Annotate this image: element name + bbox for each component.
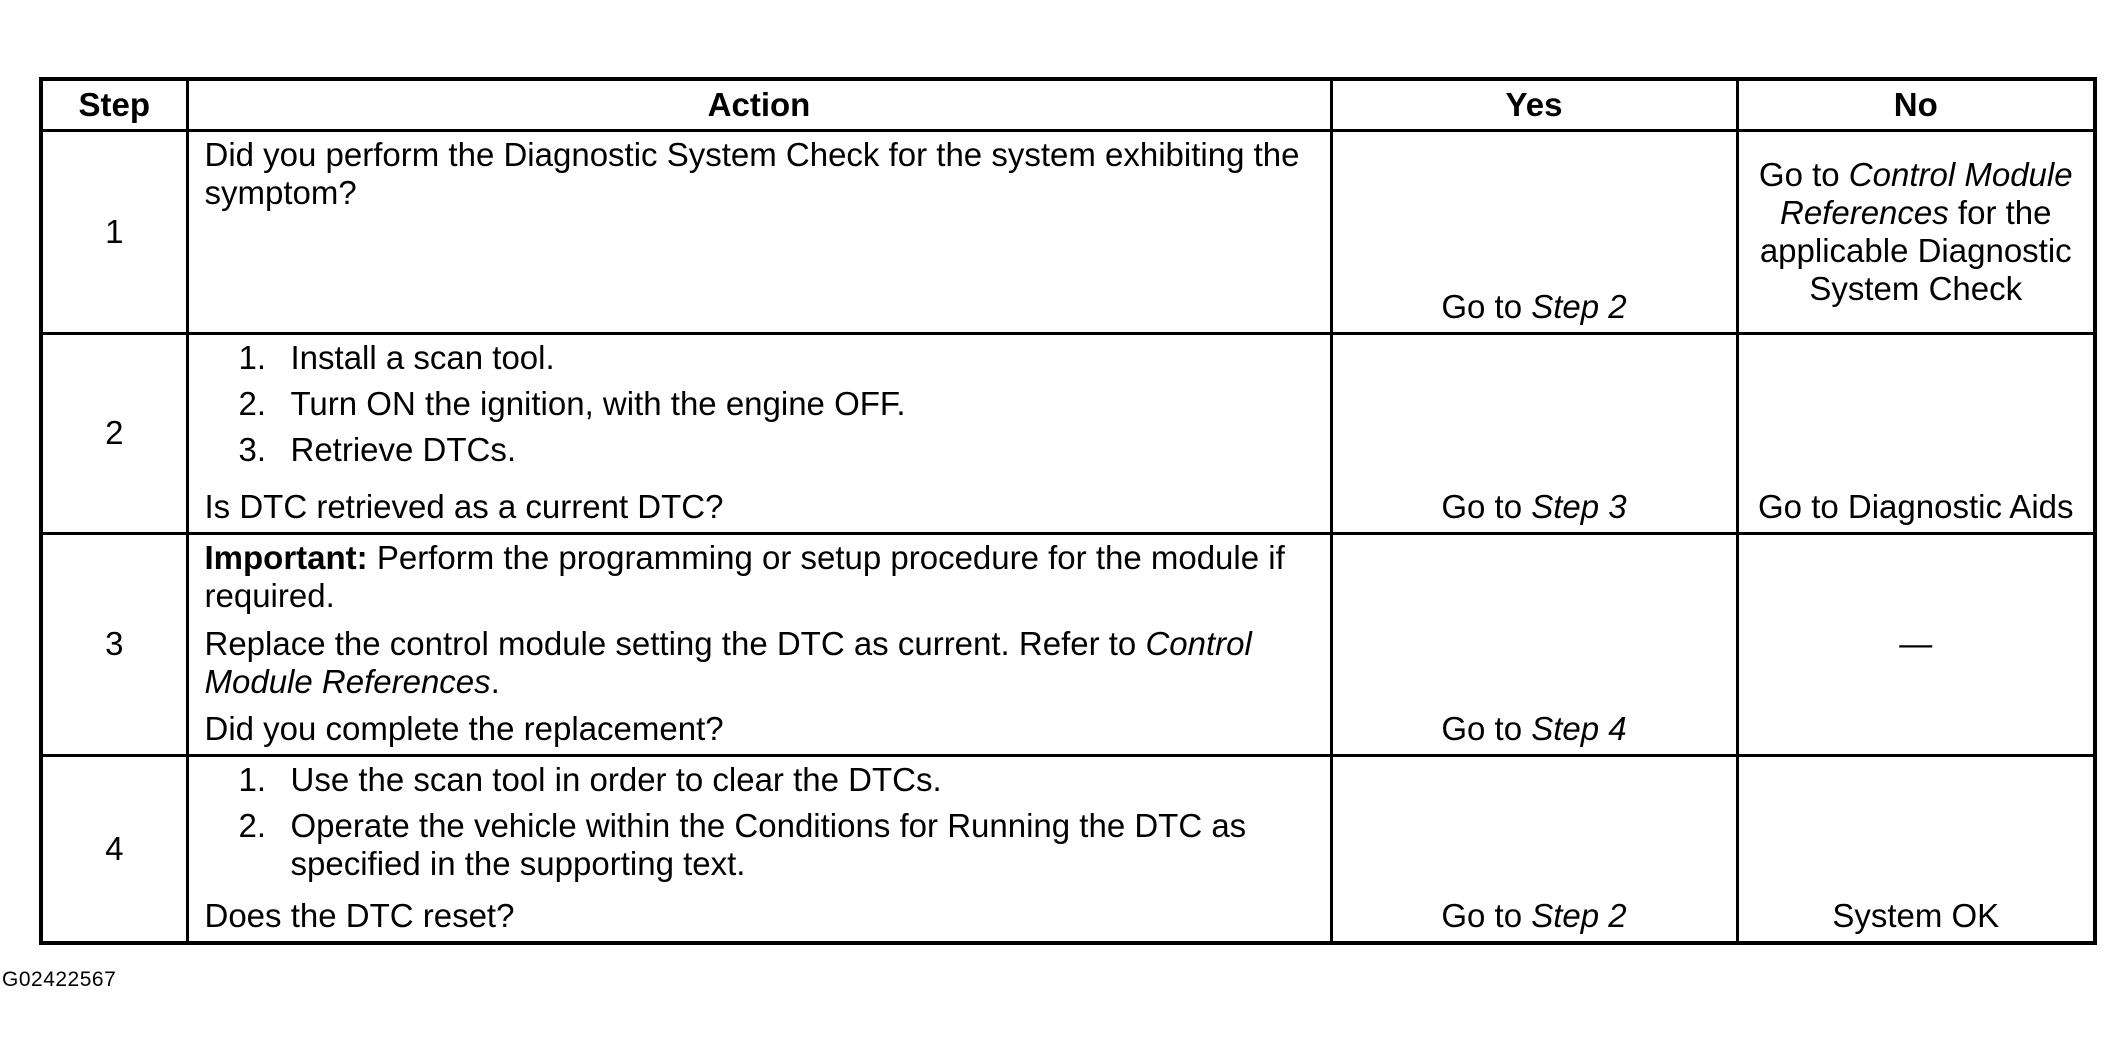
instruction-list — [205, 339, 1320, 469]
action-cell — [187, 333, 1331, 533]
header-no: No — [1737, 79, 2095, 130]
action-cell — [187, 533, 1331, 755]
action-question: Does the DTC reset? — [204, 897, 515, 934]
header-action: Action — [187, 79, 1331, 130]
replace-suffix: . — [490, 662, 500, 700]
header-step: Step — [41, 79, 187, 130]
item-number: 1. — [238, 760, 267, 798]
no-reference-link[interactable]: Control Module References — [1780, 155, 2073, 231]
action-question: Did you complete the replacement? — [204, 709, 724, 747]
replace-instruction — [205, 625, 1320, 701]
no-cell — [1737, 755, 2095, 943]
no-cell — [1737, 333, 2095, 533]
item-text: Turn ON the ignition, with the engine OFF. — [290, 384, 906, 422]
yes-cell — [1331, 333, 1737, 533]
list-item — [205, 807, 1320, 883]
yes-step-link[interactable]: Step 4 — [1531, 709, 1627, 747]
no-suffix: for the applicable Diagnostic System Check — [1759, 193, 2072, 307]
item-number: 3. — [238, 430, 267, 468]
item-text: Install a scan tool. — [290, 338, 555, 376]
no-text[interactable]: Go to Diagnostic Aids — [1758, 487, 2074, 525]
yes-cell — [1331, 755, 1737, 943]
yes-cell — [1331, 130, 1737, 333]
no-cell — [1737, 130, 2095, 333]
figure-id: G02422567 — [2, 968, 117, 991]
item-text: Operate the vehicle within the Conditions for Running the DTC as specified in the supporting text. — [290, 806, 1247, 882]
no-cell — [1737, 533, 2095, 755]
step-number: 4 — [41, 755, 187, 943]
important-label: Important: — [204, 538, 368, 576]
yes-prefix: Go to — [1441, 487, 1532, 525]
yes-prefix: Go to — [1441, 709, 1532, 747]
important-note — [205, 539, 1320, 615]
step-number: 2 — [41, 333, 187, 533]
item-number: 2. — [238, 384, 267, 422]
important-text: Perform the programming or setup procedure for the module if required. — [204, 538, 1285, 614]
no-prefix: Go to — [1758, 155, 1849, 193]
yes-prefix: Go to — [1441, 287, 1532, 325]
step-number: 3 — [41, 533, 187, 755]
item-number: 1. — [238, 338, 267, 376]
diagnostic-table — [39, 77, 2097, 945]
item-text: Retrieve DTCs. — [290, 430, 517, 468]
table-header-row — [41, 79, 2095, 130]
yes-cell — [1331, 533, 1737, 755]
replace-reference-link[interactable]: Control Module References — [204, 624, 1252, 700]
no-dash: — — [1899, 625, 1933, 662]
action-question: Is DTC retrieved as a current DTC? — [204, 487, 724, 525]
list-item — [205, 431, 1320, 469]
no-text: System OK — [1832, 897, 2000, 934]
yes-step-link[interactable]: Step 3 — [1531, 487, 1627, 525]
action-cell — [187, 130, 1331, 333]
yes-prefix: Go to — [1441, 897, 1532, 934]
table-row — [41, 333, 2095, 533]
yes-step-link[interactable]: Step 2 — [1531, 897, 1627, 934]
header-yes: Yes — [1331, 79, 1737, 130]
item-text: Use the scan tool in order to clear the DTCs. — [290, 760, 942, 798]
action-text: Did you perform the Diagnostic System Check for the system exhibiting the symptom? — [204, 135, 1300, 211]
item-number: 2. — [238, 806, 267, 844]
yes-step-link[interactable]: Step 2 — [1531, 287, 1627, 325]
instruction-list — [205, 761, 1320, 883]
table-row — [41, 130, 2095, 333]
list-item — [205, 385, 1320, 423]
replace-text: Replace the control module setting the DTC as current. Refer to — [204, 624, 1146, 662]
table-row — [41, 755, 2095, 943]
list-item — [205, 339, 1320, 377]
step-number: 1 — [41, 130, 187, 333]
action-cell — [187, 755, 1331, 943]
table-row — [41, 533, 2095, 755]
list-item — [205, 761, 1320, 799]
